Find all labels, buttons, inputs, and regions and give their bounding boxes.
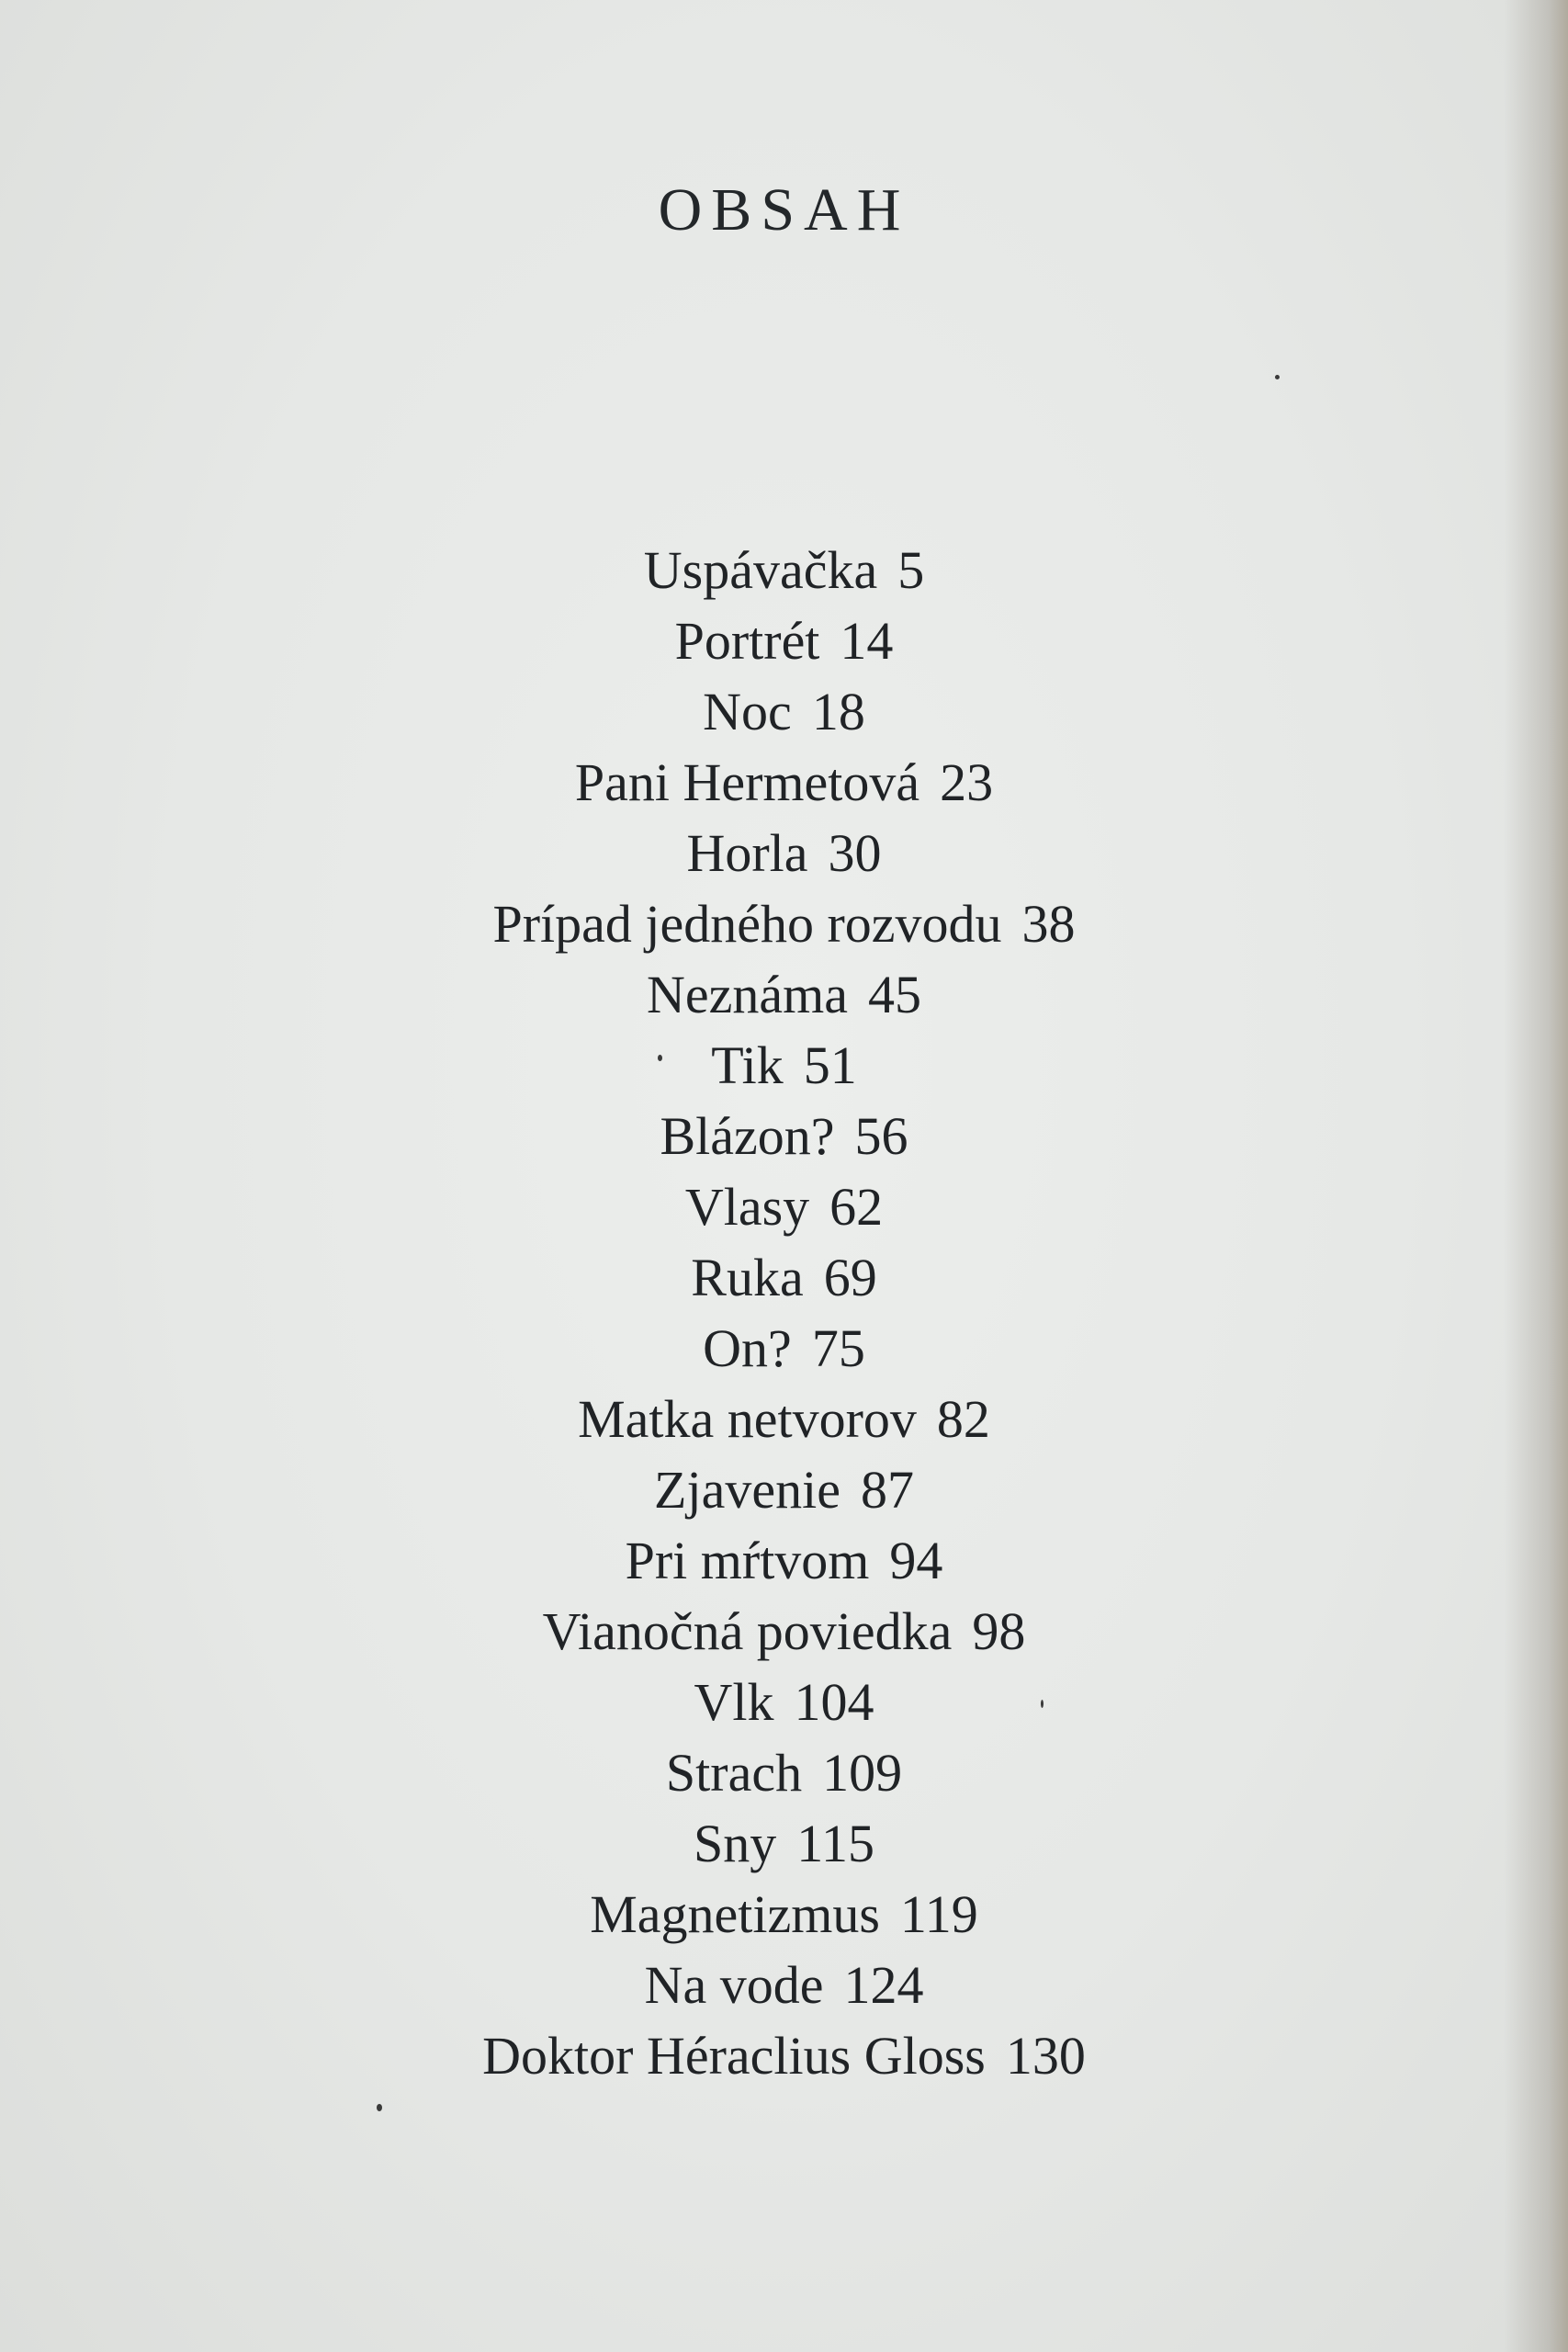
entry-title: Zjavenie <box>654 1460 840 1520</box>
entry-title: Sny <box>693 1814 777 1873</box>
entry-page-number: 115 <box>796 1814 875 1873</box>
entry-page-number: 14 <box>840 611 894 671</box>
toc-entry <box>0 888 1568 959</box>
entry-page-number: 119 <box>899 1884 978 1944</box>
entry-title: Noc <box>703 682 792 741</box>
entry-title: Blázon? <box>660 1106 835 1166</box>
toc-entry <box>0 1384 1568 1454</box>
toc-entry <box>0 535 1568 605</box>
entry-page-number: 45 <box>867 965 921 1024</box>
toc-entry <box>0 1879 1568 1950</box>
entry-page-number: 82 <box>936 1389 990 1449</box>
entry-page-number: 56 <box>854 1106 908 1166</box>
toc-entry <box>0 1030 1568 1101</box>
toc-entry <box>0 1454 1568 1525</box>
entry-page-number: 130 <box>1005 2026 1086 2086</box>
toc-entry <box>0 1101 1568 1171</box>
entry-title: Strach <box>665 1743 803 1803</box>
toc-entry <box>0 1667 1568 1737</box>
toc-entry <box>0 1950 1568 2020</box>
entry-title: On? <box>703 1318 792 1378</box>
entry-page-number: 87 <box>860 1460 914 1520</box>
toc-entry <box>0 1737 1568 1808</box>
table-of-contents <box>0 535 1568 2091</box>
entry-title: Ruka <box>691 1248 804 1307</box>
toc-entry <box>0 1596 1568 1667</box>
entry-title: Pri mŕtvom <box>625 1531 870 1590</box>
toc-entry <box>0 605 1568 676</box>
toc-entry <box>0 2020 1568 2091</box>
paper-speck <box>1275 375 1280 379</box>
entry-title: Vianočná poviedka <box>542 1601 953 1661</box>
toc-entry <box>0 1171 1568 1242</box>
entry-title: Doktor Héraclius Gloss <box>482 2026 986 2086</box>
paper-speck <box>658 1055 662 1061</box>
toc-entry <box>0 1313 1568 1384</box>
entry-page-number: 69 <box>823 1248 877 1307</box>
entry-title: Prípad jedného rozvodu <box>492 894 1002 954</box>
entry-page-number: 38 <box>1021 894 1076 954</box>
entry-title: Vlasy <box>684 1177 810 1237</box>
toc-entry <box>0 818 1568 888</box>
entry-page-number: 104 <box>794 1672 874 1732</box>
entry-page-number: 94 <box>889 1531 943 1590</box>
entry-title: Matka netvorov <box>578 1389 917 1449</box>
entry-page-number: 124 <box>843 1955 924 2015</box>
entry-page-number: 109 <box>822 1743 903 1803</box>
paper-speck <box>1041 1700 1043 1708</box>
toc-entry <box>0 1808 1568 1879</box>
entry-page-number: 75 <box>811 1318 865 1378</box>
entry-title: Tik <box>711 1035 784 1095</box>
toc-entry <box>0 676 1568 747</box>
entry-title: Pani Hermetová <box>574 752 920 812</box>
entry-page-number: 18 <box>811 682 865 741</box>
entry-title: Neznáma <box>647 965 848 1024</box>
entry-title: Uspávačka <box>643 540 878 600</box>
entry-page-number: 30 <box>828 823 882 883</box>
toc-entry <box>0 1242 1568 1313</box>
entry-title: Na vode <box>644 1955 824 2015</box>
toc-entry <box>0 959 1568 1030</box>
toc-entry <box>0 1525 1568 1596</box>
entry-page-number: 23 <box>940 752 994 812</box>
entry-page-number: 62 <box>829 1177 884 1237</box>
entry-title: Portrét <box>674 611 820 671</box>
toc-entry <box>0 747 1568 818</box>
paper-speck <box>377 2104 382 2111</box>
page-title: OBSAH <box>658 176 910 243</box>
entry-page-number: 51 <box>803 1035 857 1095</box>
entry-title: Magnetizmus <box>590 1884 880 1944</box>
entry-page-number: 98 <box>972 1601 1026 1661</box>
entry-title: Vlk <box>694 1672 774 1732</box>
entry-page-number: 5 <box>897 540 925 600</box>
entry-title: Horla <box>686 823 808 883</box>
